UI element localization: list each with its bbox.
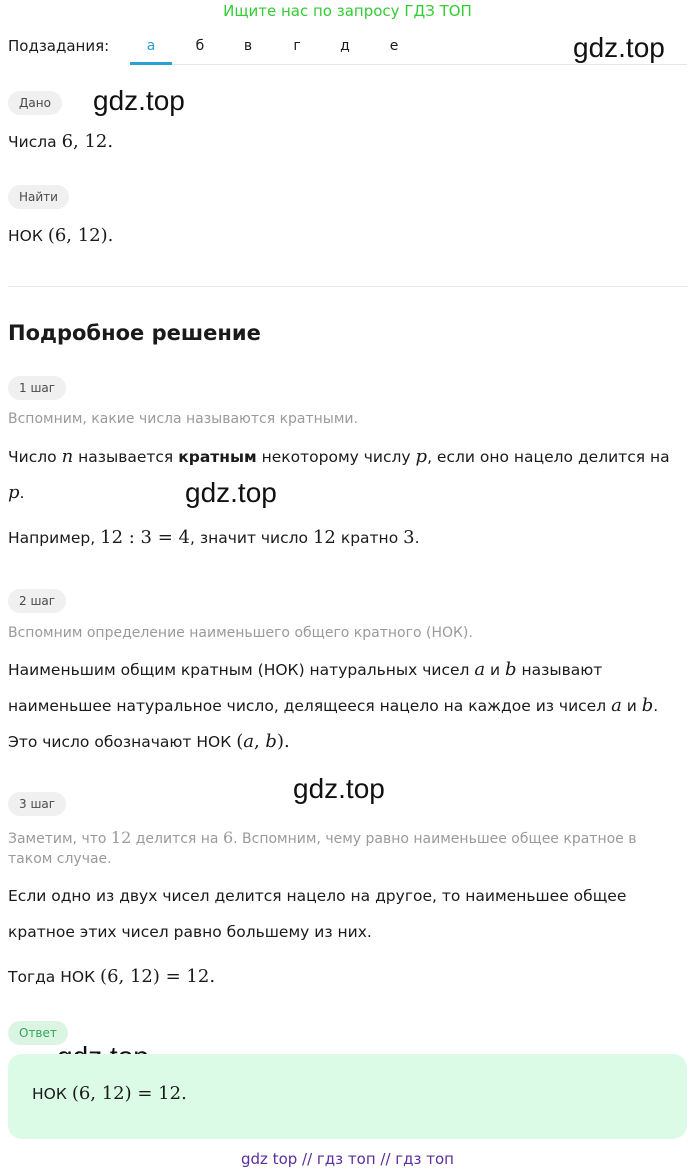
tab-a[interactable]: а [146,38,156,54]
watermark: gdz.top [293,773,385,804]
step-2-line-3: Это число обозначают НОК (a, b). [8,731,290,752]
step-3-conclusion: Тогда НОК (6, 12) = 12. [8,966,216,987]
find-text: НОК (6, 12). [8,225,114,246]
step-1-badge: 1 шаг [8,376,66,400]
tab-e[interactable]: е [389,38,399,54]
given-text: Числа 6, 12. [8,131,114,152]
step-1-example: Например, 12 : 3 = 4, значит число 12 кратно 3. [8,527,420,548]
watermark: gdz.top [93,85,185,116]
tab-b[interactable]: б [195,38,205,54]
watermark: gdz.top [185,477,277,508]
step-1-hint: Вспомним, какие числа называются кратными. [8,411,358,427]
answer-badge: Ответ [8,1021,68,1045]
watermark: gdz.top [573,32,665,63]
step-2-badge: 2 шаг [8,589,66,613]
step-1-definition-end: p. [8,482,25,503]
tabs-divider [172,64,687,65]
section-divider [8,286,687,287]
active-tab-indicator [130,62,172,65]
solution-title: Подробное решение [8,321,261,345]
footer-links[interactable]: gdz top // гдз топ // гдз топ [241,1150,454,1168]
step-3-hint-line-1: Заметим, что 12 делится на 6. Вспомним, чему равно наименьшее общее кратное в [8,828,637,847]
step-2-hint: Вспомним определение наименьшего общего кратного (НОК). [8,625,473,641]
tab-v[interactable]: в [243,38,253,54]
tab-d[interactable]: д [340,38,350,54]
answer-text: НОК (6, 12) = 12. [32,1083,187,1104]
step-2-line-1: Наименьшим общим кратным (НОК) натуральных чисел a и b называют [8,659,603,680]
promo-banner[interactable]: Ищите нас по запросу ГДЗ ТОП [223,2,472,20]
step-3-line-2: кратное этих чисел равно большему из них. [8,923,372,941]
tab-g[interactable]: г [293,38,301,54]
find-badge: Найти [8,185,69,209]
step-1-definition: Число n называется кратным некоторому числу p, если оно нацело делится на [8,446,670,467]
step-3-hint-line-2: таком случае. [8,851,112,867]
step-3-badge: 3 шаг [8,792,66,816]
subtasks-label: Подзадания: [8,37,110,55]
given-badge: Дано [8,91,62,115]
step-3-line-1: Если одно из двух чисел делится нацело на другое, то наименьшее общее [8,887,627,905]
step-2-line-2: наименьшее натуральное число, делящееся нацело на каждое из чисел a и b. [8,695,659,716]
